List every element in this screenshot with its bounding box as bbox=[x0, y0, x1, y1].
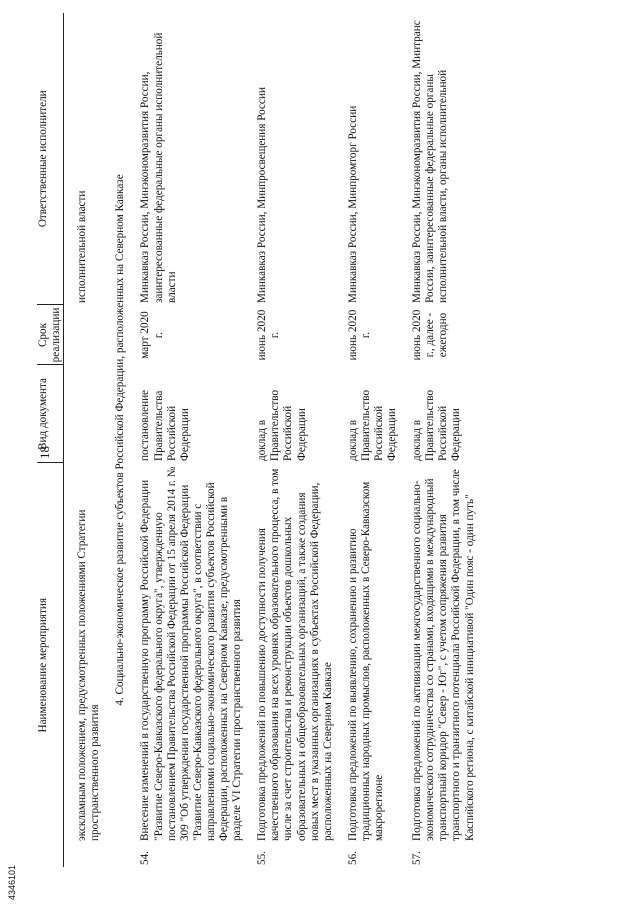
footer-code: 4346101 bbox=[7, 864, 17, 900]
row-responsible: исполнительной власти bbox=[76, 190, 89, 303]
header-responsible: Ответственные исполнители bbox=[37, 13, 64, 305]
plan-table bbox=[37, 13, 477, 867]
row-number: 57. bbox=[411, 851, 424, 865]
table-row bbox=[347, 13, 399, 867]
row-responsible: Минкавказ России, Минпросвещения России bbox=[256, 87, 269, 303]
row-name: Внесение изменений в государственную программу Российской Федерации "Развитие Северо-Кавказского федерального округа", утвержденную постановлением Правительства Российской Федерации от 15 апреля 2014 г. № 309 "Об утверждении государственной программы Российской Федерации "Развитие Северо-Кавказского федерального округа", в соответствии с направлениями социально-экономического развития субъектов Российской Федерации, расположенных на Северном Кавказе, предусмотренными в разделе VI Стратегии пространственного развития bbox=[139, 466, 244, 841]
row-term: июнь 2020 г. bbox=[256, 309, 282, 361]
header-doc-type: Вид документа bbox=[37, 365, 64, 463]
row-responsible: Минкавказ России, Минпромторг России bbox=[346, 105, 359, 303]
row-responsible: Минкавказ России, Минэкономразвития России, заинтересованные федеральные органы исполнительной власти bbox=[139, 32, 178, 303]
row-name: Подготовка предложений по активизации межгосударственного социально-экономического сотрудничества со странами, входящими в международный транспортный коридор "Север - Юг", с учетом сопряжения развития транспортного и транзитного потенциала Российской Федерации, в том числе Каспийского региона, с китайской инициативой "Один пояс - один путь" bbox=[411, 469, 476, 841]
header-term: Срок реализации bbox=[37, 305, 64, 365]
table-header-row bbox=[37, 13, 64, 867]
table-row bbox=[139, 13, 244, 867]
row-term: июнь 2020 г., далее - ежегодно bbox=[411, 309, 450, 361]
row-doc-type: постановление Правительства Российской Федерации bbox=[139, 389, 191, 461]
header-name: Наименование мероприятия bbox=[37, 463, 64, 867]
row-number: 56. bbox=[346, 851, 359, 865]
row-term: март 2020 г. bbox=[139, 311, 165, 359]
table-row bbox=[411, 13, 476, 867]
continued-row bbox=[76, 13, 102, 867]
row-number: 55. bbox=[256, 851, 269, 865]
row-doc-type: доклад в Правительство Российской Федерации bbox=[346, 389, 399, 461]
row-doc-type: доклад в Правительство Российской Федерации bbox=[411, 389, 463, 461]
page-number: 18 bbox=[37, 446, 52, 459]
row-doc-type: доклад в Правительство Российской Федерации bbox=[256, 389, 308, 461]
row-name: экскламным положением, предусмотренных положениями Стратегии пространственного развития bbox=[76, 509, 102, 841]
section-heading: 4. Социально-экономическое развитие субъектов Российской Федерации, расположенных на Северном Кавказе bbox=[114, 174, 127, 706]
section-heading-row bbox=[114, 13, 127, 867]
row-name: Подготовка предложений по выявлению, сохранению и развитию традиционных народных промыслов, расположенных в Северо-Кавказском макрорегионе bbox=[346, 481, 385, 841]
table-row bbox=[256, 13, 335, 867]
row-name: Подготовка предложений по повышению доступности получения качественного образования на всех уровнях образовательного процесса, в том числе за счет строительства и реконструкции объектов дошкольных образовательных и общеобразовательных организаций, а также создания новых мест в указанных организациях в субъектах Российской Федерации, расположенных на Северном Кавказе bbox=[256, 468, 334, 841]
row-number: 54. bbox=[139, 851, 152, 865]
row-term: июнь 2020 г. bbox=[346, 309, 372, 361]
row-responsible: Минкавказ России, Минэкономразвития России, Минтранс России, заинтересованные федеральные органы исполнительной власти, органы исполнительной bbox=[411, 20, 450, 303]
